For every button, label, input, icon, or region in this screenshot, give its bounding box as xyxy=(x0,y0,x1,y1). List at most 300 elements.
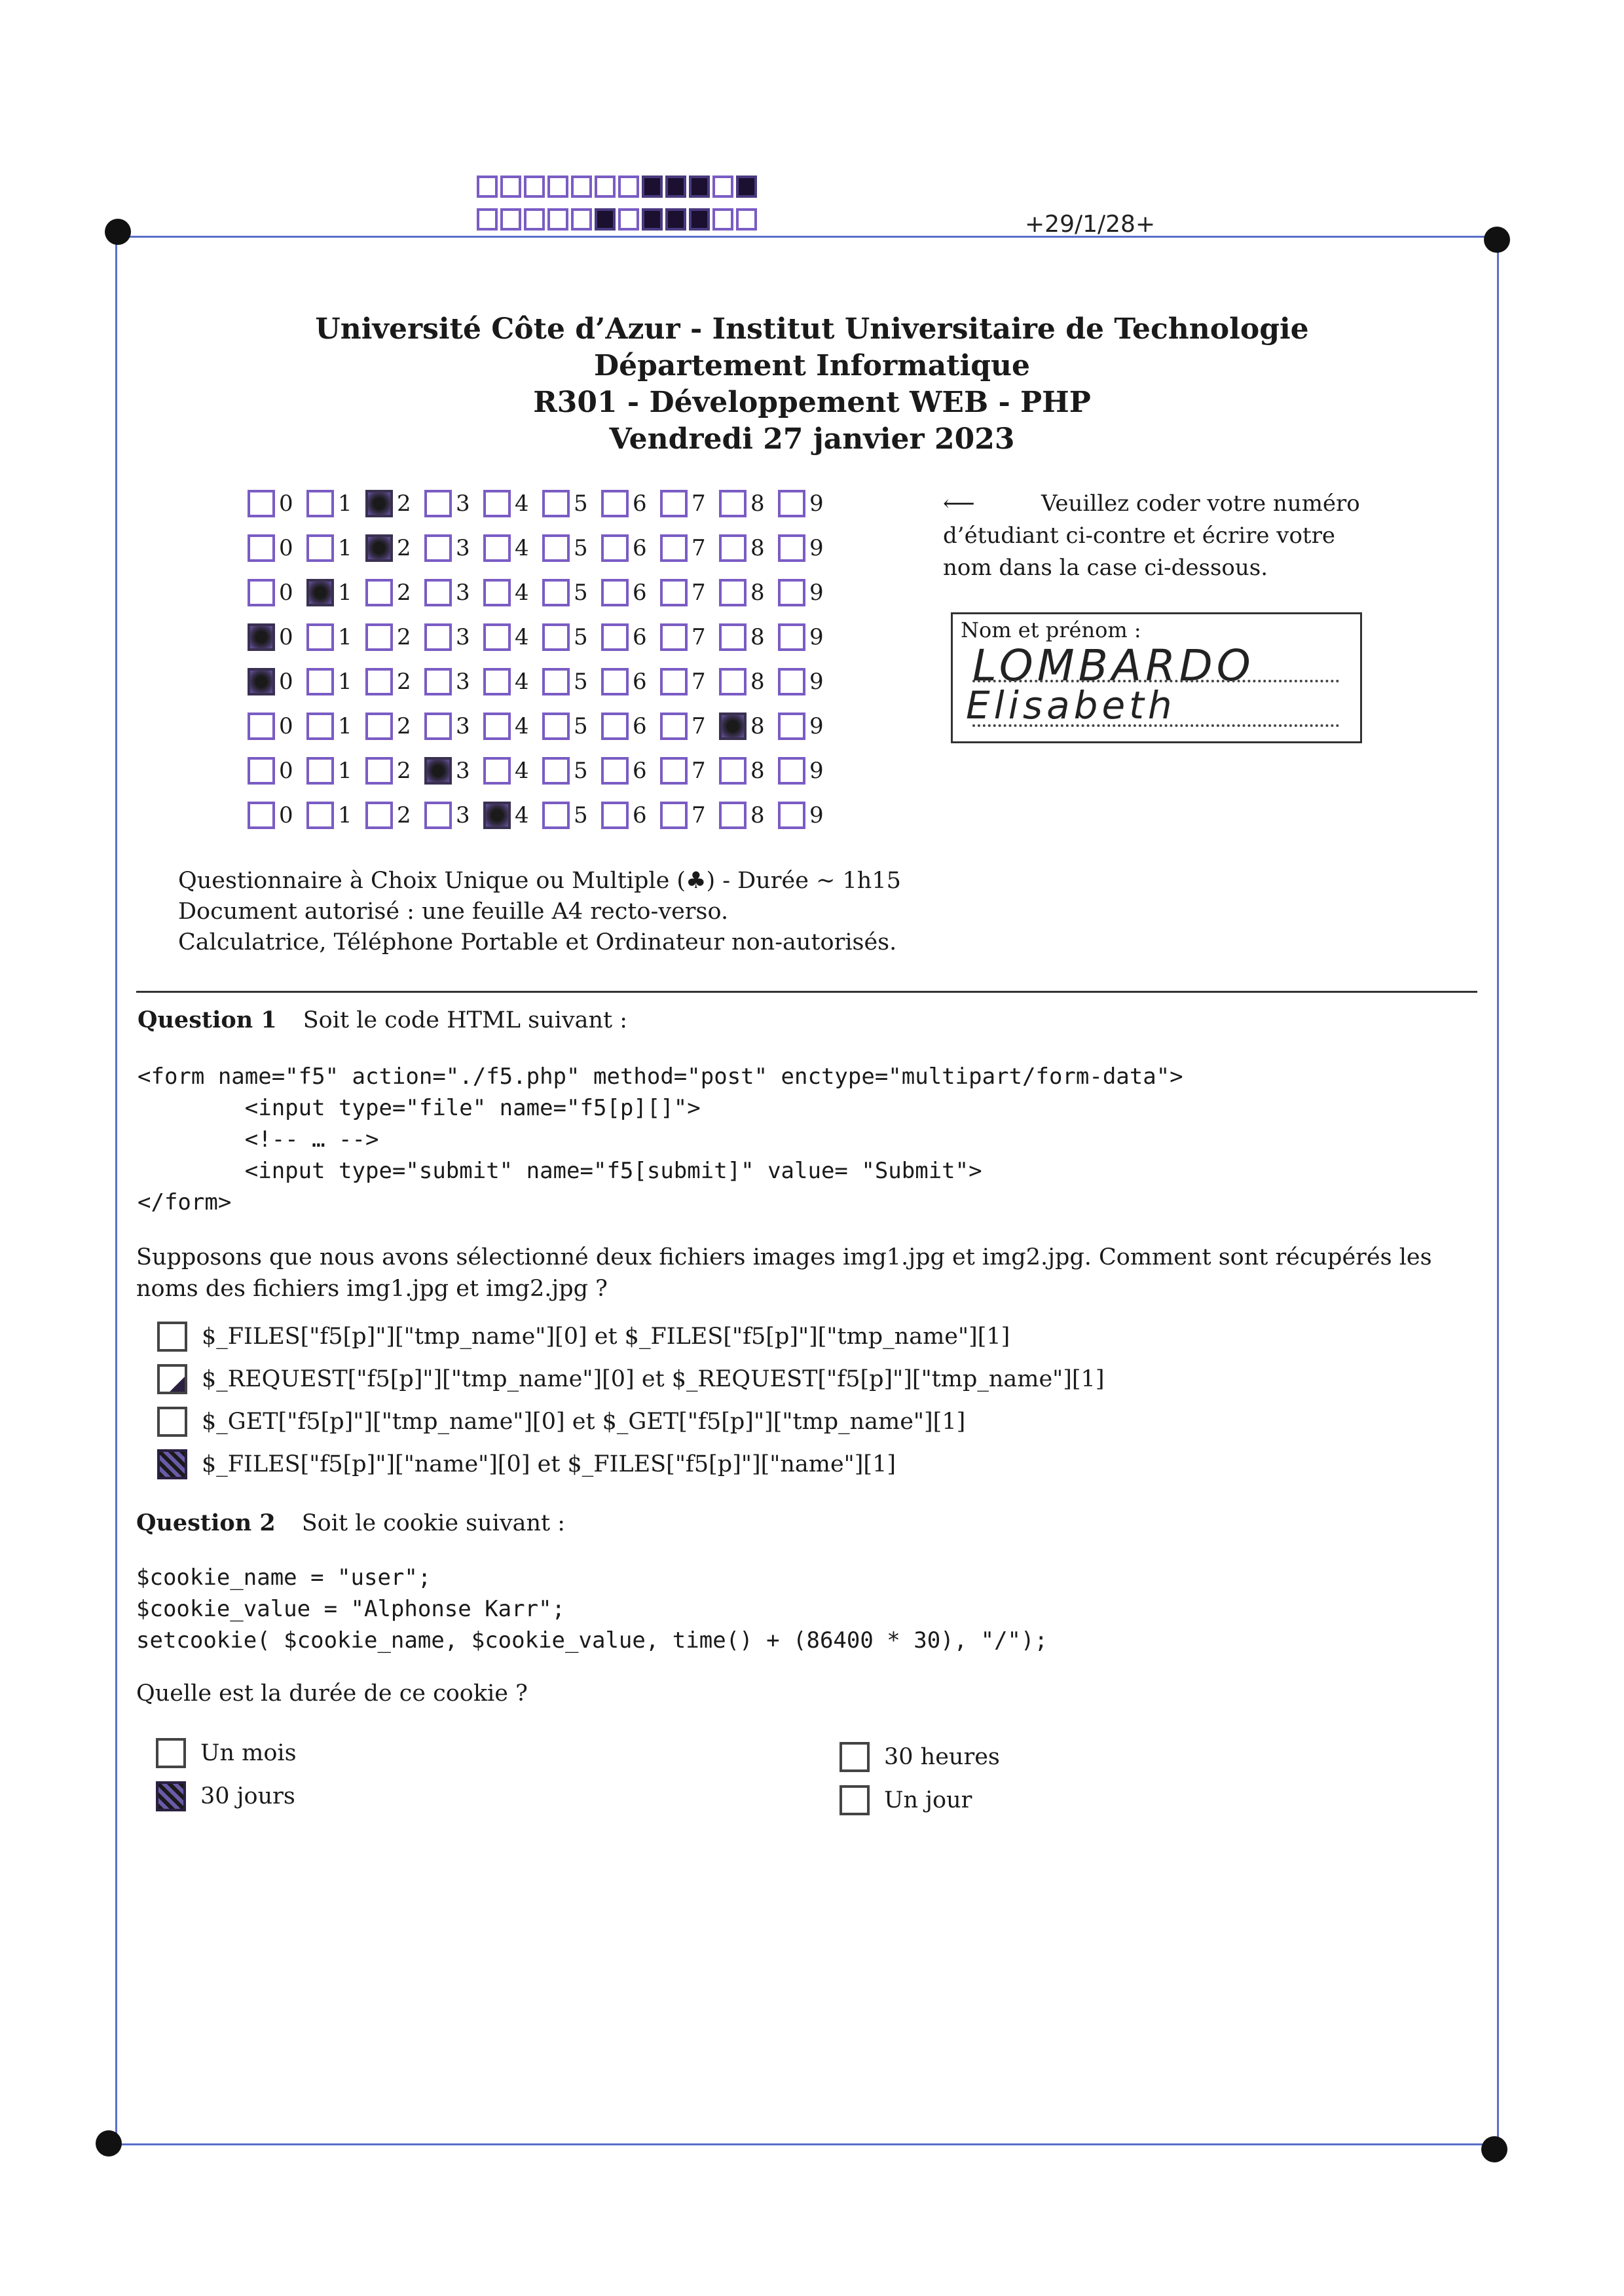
digit-label: 0 xyxy=(279,535,293,561)
digit-cell xyxy=(248,668,306,695)
digit-cell xyxy=(306,623,365,651)
q1-option-4[interactable] xyxy=(157,1449,896,1479)
barcode-cell xyxy=(477,208,498,231)
digit-checkbox[interactable] xyxy=(601,579,629,606)
digit-cell xyxy=(601,757,660,785)
digit-label: 9 xyxy=(809,758,824,784)
digit-cell xyxy=(542,534,601,562)
code-line: <input type="file" name="f5[p][]"> xyxy=(138,1095,701,1121)
digit-checkbox[interactable] xyxy=(660,668,688,695)
digit-checkbox[interactable] xyxy=(778,623,805,651)
digit-cell xyxy=(365,713,424,740)
digit-cell xyxy=(483,668,542,695)
digit-cell xyxy=(483,802,542,829)
digit-cell xyxy=(778,490,837,517)
digit-checkbox[interactable] xyxy=(778,579,805,606)
answer-checkbox[interactable] xyxy=(840,1785,870,1815)
digit-label: 3 xyxy=(456,491,470,517)
digit-checkbox[interactable] xyxy=(424,579,452,606)
digit-checkbox[interactable] xyxy=(306,713,334,740)
digit-checkbox[interactable] xyxy=(601,490,629,517)
digit-checkbox[interactable] xyxy=(719,668,747,695)
digit-checkbox[interactable] xyxy=(483,757,511,785)
answer-checkbox[interactable] xyxy=(156,1781,186,1811)
answer-label: $_GET["f5[p]"]["tmp_name"][0] et $_GET["f5[p]"]["tmp_name"][1] xyxy=(202,1409,966,1435)
barcode-cell xyxy=(642,176,663,198)
q2-header xyxy=(136,1509,565,1536)
answer-checkbox[interactable] xyxy=(157,1322,187,1352)
digit-checkbox[interactable] xyxy=(483,802,511,829)
digit-label: 4 xyxy=(515,802,529,828)
digit-label: 9 xyxy=(809,535,824,561)
digit-checkbox[interactable] xyxy=(601,757,629,785)
digit-cell xyxy=(248,534,306,562)
barcode-cell xyxy=(595,176,616,198)
digit-label: 4 xyxy=(515,491,529,517)
digit-checkbox[interactable] xyxy=(778,802,805,829)
q1-header xyxy=(138,1007,627,1033)
digit-cell xyxy=(306,490,365,517)
digit-checkbox[interactable] xyxy=(306,490,334,517)
q1-option-2[interactable] xyxy=(157,1364,1104,1394)
digit-cell xyxy=(365,802,424,829)
digit-label: 5 xyxy=(574,624,588,650)
digit-label: 6 xyxy=(633,535,647,561)
digit-cell xyxy=(424,623,483,651)
q1-option-3[interactable] xyxy=(157,1407,965,1437)
answer-label: 30 heures xyxy=(884,1744,1000,1770)
digit-cell xyxy=(660,713,719,740)
digit-checkbox[interactable] xyxy=(483,623,511,651)
answer-checkbox[interactable] xyxy=(157,1407,187,1437)
answer-label: $_FILES["f5[p]"]["name"][0] et $_FILES["f5[p]"]["name"][1] xyxy=(202,1451,896,1477)
digit-label: 0 xyxy=(279,669,293,695)
digit-checkbox[interactable] xyxy=(248,490,275,517)
digit-checkbox[interactable] xyxy=(542,713,570,740)
digit-checkbox[interactable] xyxy=(483,713,511,740)
digit-label: 8 xyxy=(750,491,765,517)
digit-label: 6 xyxy=(633,758,647,784)
digit-checkbox[interactable] xyxy=(601,668,629,695)
digit-cell xyxy=(424,490,483,517)
digit-label: 2 xyxy=(397,669,411,695)
digit-label: 7 xyxy=(692,624,706,650)
code-line: setcookie( $cookie_name, $cookie_value, time() + (86400 * 30), "/"); xyxy=(136,1627,1048,1654)
digit-cell xyxy=(365,757,424,785)
barcode-cell xyxy=(642,208,663,231)
digit-label: 7 xyxy=(692,758,706,784)
name-box[interactable] xyxy=(951,612,1362,743)
digit-checkbox[interactable] xyxy=(248,668,275,695)
exam-info-documents: Document autorisé : une feuille A4 recto-verso. xyxy=(178,898,729,925)
digit-cell xyxy=(542,757,601,785)
digit-cell xyxy=(248,802,306,829)
digit-label: 3 xyxy=(456,713,470,739)
digit-label: 4 xyxy=(515,758,529,784)
digit-label: 0 xyxy=(279,758,293,784)
digit-checkbox[interactable] xyxy=(365,534,393,562)
digit-label: 0 xyxy=(279,580,293,606)
q1-question: Supposons que nous avons sélectionné deux fichiers images img1.jpg et img2.jpg. Comment sont récupérés les noms des fichiers img1.jpg et img2.jpg ? xyxy=(136,1244,1432,1302)
digit-label: 0 xyxy=(279,802,293,828)
digit-label: 7 xyxy=(692,713,706,739)
q2-intro: Soit le cookie suivant : xyxy=(301,1510,566,1536)
digit-checkbox[interactable] xyxy=(542,490,570,517)
digit-cell xyxy=(660,490,719,517)
digit-cell xyxy=(778,668,837,695)
q2-question: Quelle est la durée de ce cookie ? xyxy=(136,1680,528,1707)
digit-cell xyxy=(306,579,365,606)
digit-label: 1 xyxy=(338,802,352,828)
barcode-row-2 xyxy=(477,208,757,231)
barcode-cell xyxy=(665,176,686,198)
digit-label: 3 xyxy=(456,669,470,695)
digit-cell xyxy=(365,490,424,517)
digit-checkbox[interactable] xyxy=(306,802,334,829)
answer-label: $_REQUEST["f5[p]"]["tmp_name"][0] et $_REQUEST["f5[p]"]["tmp_name"][1] xyxy=(202,1366,1105,1392)
digit-label: 2 xyxy=(397,491,411,517)
title-course: R301 - Développement WEB - PHP xyxy=(533,386,1091,419)
name-line-1 xyxy=(972,680,1339,682)
exam-info xyxy=(178,866,901,958)
digit-checkbox[interactable] xyxy=(248,757,275,785)
arrow-left-icon: ⟵ xyxy=(943,491,975,517)
answer-checkbox[interactable] xyxy=(157,1364,187,1394)
digit-cell xyxy=(660,757,719,785)
digit-label: 5 xyxy=(574,758,588,784)
digit-checkbox[interactable] xyxy=(424,713,452,740)
instructions-text: Veuillez coder votre numéro d’étudiant ci-contre et écrire votre nom dans la case ci-dessous. xyxy=(943,491,1360,581)
barcode-cell xyxy=(547,208,568,231)
digit-cell xyxy=(248,757,306,785)
q2-option-4[interactable] xyxy=(840,1785,972,1815)
digit-label: 8 xyxy=(750,669,765,695)
digit-checkbox[interactable] xyxy=(719,534,747,562)
digit-cell xyxy=(248,490,306,517)
corner-mark-top-right xyxy=(1484,227,1510,253)
digit-checkbox[interactable] xyxy=(601,623,629,651)
digit-label: 7 xyxy=(692,580,706,606)
code-line: </form> xyxy=(138,1189,232,1215)
digit-cell xyxy=(365,623,424,651)
q2-option-2[interactable] xyxy=(156,1781,295,1811)
answer-checkbox[interactable] xyxy=(157,1449,187,1479)
answer-label: $_FILES["f5[p]"]["tmp_name"][0] et $_FILES["f5[p]"]["tmp_name"][1] xyxy=(202,1324,1010,1350)
digit-label: 2 xyxy=(397,624,411,650)
handwritten-first-name: Elisabeth xyxy=(966,683,1176,728)
name-line-2 xyxy=(972,724,1339,727)
digit-checkbox[interactable] xyxy=(542,579,570,606)
digit-checkbox[interactable] xyxy=(719,713,747,740)
digit-cell xyxy=(483,490,542,517)
barcode-cell xyxy=(595,208,616,231)
digit-checkbox[interactable] xyxy=(660,534,688,562)
digit-checkbox[interactable] xyxy=(660,757,688,785)
digit-label: 0 xyxy=(279,491,293,517)
q2-label: Question 2 xyxy=(136,1509,276,1536)
digit-label: 6 xyxy=(633,669,647,695)
q2-option-1[interactable] xyxy=(156,1738,297,1768)
digit-checkbox[interactable] xyxy=(424,757,452,785)
digit-checkbox[interactable] xyxy=(248,579,275,606)
q1-intro: Soit le code HTML suivant : xyxy=(303,1007,628,1033)
digit-label: 8 xyxy=(750,624,765,650)
code-line: <form name="f5" action="./f5.php" method="post" enctype="multipart/form-data"> xyxy=(138,1064,1183,1090)
digit-label: 9 xyxy=(809,580,824,606)
digit-cell xyxy=(365,668,424,695)
digit-label: 8 xyxy=(750,580,765,606)
digit-checkbox[interactable] xyxy=(306,534,334,562)
digit-cell xyxy=(778,802,837,829)
q1-label: Question 1 xyxy=(138,1007,277,1033)
digit-cell xyxy=(778,713,837,740)
digit-label: 8 xyxy=(750,802,765,828)
corner-mark-bottom-left xyxy=(96,2130,122,2157)
digit-label: 1 xyxy=(338,669,352,695)
digit-checkbox[interactable] xyxy=(306,668,334,695)
digit-checkbox[interactable] xyxy=(365,802,393,829)
digit-label: 7 xyxy=(692,802,706,828)
instructions xyxy=(943,488,1375,584)
digit-cell xyxy=(660,623,719,651)
digit-checkbox[interactable] xyxy=(542,668,570,695)
barcode-cell xyxy=(618,208,639,231)
digit-checkbox[interactable] xyxy=(778,534,805,562)
digit-label: 4 xyxy=(515,580,529,606)
digit-cell xyxy=(719,668,778,695)
digit-cell xyxy=(542,713,601,740)
digit-checkbox[interactable] xyxy=(542,623,570,651)
digit-label: 1 xyxy=(338,758,352,784)
digit-checkbox[interactable] xyxy=(601,713,629,740)
digit-checkbox[interactable] xyxy=(248,713,275,740)
q2-code xyxy=(136,1562,1048,1656)
student-number-row xyxy=(248,793,837,838)
digit-checkbox[interactable] xyxy=(719,579,747,606)
digit-checkbox[interactable] xyxy=(424,668,452,695)
digit-checkbox[interactable] xyxy=(306,757,334,785)
student-number-row xyxy=(248,749,837,793)
digit-cell xyxy=(306,668,365,695)
digit-cell xyxy=(483,757,542,785)
title-university: Université Côte d’Azur - Institut Universitaire de Technologie xyxy=(315,312,1309,346)
digit-checkbox[interactable] xyxy=(424,623,452,651)
digit-cell xyxy=(601,490,660,517)
digit-label: 8 xyxy=(750,535,765,561)
digit-label: 3 xyxy=(456,580,470,606)
barcode-row-1 xyxy=(477,176,757,198)
digit-checkbox[interactable] xyxy=(306,579,334,606)
digit-cell xyxy=(424,757,483,785)
digit-checkbox[interactable] xyxy=(660,579,688,606)
digit-cell xyxy=(601,713,660,740)
digit-checkbox[interactable] xyxy=(365,757,393,785)
digit-checkbox[interactable] xyxy=(778,490,805,517)
digit-checkbox[interactable] xyxy=(365,668,393,695)
digit-cell xyxy=(660,802,719,829)
digit-checkbox[interactable] xyxy=(424,534,452,562)
barcode-cell xyxy=(524,208,545,231)
exam-info-devices: Calculatrice, Téléphone Portable et Ordinateur non-autorisés. xyxy=(178,929,897,955)
digit-checkbox[interactable] xyxy=(365,713,393,740)
exam-title xyxy=(0,311,1624,458)
digit-cell xyxy=(542,802,601,829)
student-number-row xyxy=(248,570,837,615)
digit-checkbox[interactable] xyxy=(483,668,511,695)
digit-cell xyxy=(719,623,778,651)
digit-label: 9 xyxy=(809,669,824,695)
digit-cell xyxy=(248,579,306,606)
code-line: $cookie_value = "Alphonse Karr"; xyxy=(136,1596,566,1622)
digit-cell xyxy=(660,668,719,695)
answer-checkbox[interactable] xyxy=(840,1742,870,1772)
answer-label: Un jour xyxy=(884,1787,972,1813)
digit-label: 9 xyxy=(809,491,824,517)
digit-checkbox[interactable] xyxy=(248,802,275,829)
digit-cell xyxy=(365,579,424,606)
digit-label: 9 xyxy=(809,802,824,828)
digit-cell xyxy=(306,757,365,785)
digit-label: 3 xyxy=(456,758,470,784)
digit-label: 1 xyxy=(338,491,352,517)
digit-label: 4 xyxy=(515,624,529,650)
digit-label: 4 xyxy=(515,535,529,561)
digit-label: 7 xyxy=(692,669,706,695)
student-number-row xyxy=(248,481,837,526)
digit-checkbox[interactable] xyxy=(542,802,570,829)
digit-label: 5 xyxy=(574,535,588,561)
barcode-cell xyxy=(500,176,521,198)
corner-mark-bottom-right xyxy=(1481,2136,1507,2162)
digit-cell xyxy=(601,668,660,695)
digit-checkbox[interactable] xyxy=(778,713,805,740)
barcode-cell xyxy=(736,208,757,231)
page-code: +29/1/28+ xyxy=(1025,211,1156,238)
digit-checkbox[interactable] xyxy=(365,623,393,651)
digit-label: 5 xyxy=(574,802,588,828)
student-number-row xyxy=(248,526,837,570)
student-number-row xyxy=(248,615,837,659)
student-number-grid xyxy=(248,481,837,838)
digit-cell xyxy=(424,534,483,562)
frame-right xyxy=(1497,239,1499,2149)
barcode-cell xyxy=(571,176,592,198)
digit-cell xyxy=(660,579,719,606)
digit-label: 5 xyxy=(574,491,588,517)
digit-cell xyxy=(601,623,660,651)
digit-label: 6 xyxy=(633,713,647,739)
digit-label: 1 xyxy=(338,580,352,606)
digit-checkbox[interactable] xyxy=(601,802,629,829)
barcode-cell xyxy=(712,176,733,198)
digit-label: 6 xyxy=(633,624,647,650)
digit-label: 9 xyxy=(809,624,824,650)
digit-checkbox[interactable] xyxy=(365,579,393,606)
frame-top xyxy=(117,236,1498,238)
digit-label: 2 xyxy=(397,580,411,606)
digit-cell xyxy=(778,623,837,651)
digit-label: 6 xyxy=(633,802,647,828)
barcode-cell xyxy=(547,176,568,198)
digit-cell xyxy=(601,579,660,606)
digit-checkbox[interactable] xyxy=(719,802,747,829)
name-box-label: Nom et prénom : xyxy=(961,618,1141,642)
digit-cell xyxy=(248,713,306,740)
digit-cell xyxy=(483,623,542,651)
q2-option-3[interactable] xyxy=(840,1742,1000,1772)
digit-checkbox[interactable] xyxy=(248,623,275,651)
digit-label: 8 xyxy=(750,758,765,784)
digit-checkbox[interactable] xyxy=(483,534,511,562)
digit-cell xyxy=(719,757,778,785)
digit-checkbox[interactable] xyxy=(542,757,570,785)
digit-checkbox[interactable] xyxy=(365,490,393,517)
digit-label: 0 xyxy=(279,624,293,650)
barcode-cell xyxy=(689,208,710,231)
digit-checkbox[interactable] xyxy=(248,534,275,562)
digit-checkbox[interactable] xyxy=(483,579,511,606)
digit-cell xyxy=(778,534,837,562)
digit-checkbox[interactable] xyxy=(424,802,452,829)
digit-checkbox[interactable] xyxy=(778,668,805,695)
digit-cell xyxy=(601,534,660,562)
code-line: <!-- … --> xyxy=(138,1126,379,1153)
q1-option-1[interactable] xyxy=(157,1322,1010,1352)
digit-cell xyxy=(719,490,778,517)
frame-left xyxy=(115,236,117,2145)
digit-checkbox[interactable] xyxy=(306,623,334,651)
digit-label: 3 xyxy=(456,802,470,828)
digit-checkbox[interactable] xyxy=(660,490,688,517)
digit-cell xyxy=(306,713,365,740)
digit-checkbox[interactable] xyxy=(719,757,747,785)
barcode-cell xyxy=(689,176,710,198)
barcode-cell xyxy=(477,176,498,198)
digit-cell xyxy=(601,802,660,829)
digit-label: 5 xyxy=(574,669,588,695)
digit-checkbox[interactable] xyxy=(542,534,570,562)
digit-label: 1 xyxy=(338,535,352,561)
digit-cell xyxy=(719,579,778,606)
digit-checkbox[interactable] xyxy=(660,623,688,651)
handwritten-last-name: LOMBARDO xyxy=(972,640,1255,691)
digit-cell xyxy=(365,534,424,562)
digit-checkbox[interactable] xyxy=(778,757,805,785)
digit-checkbox[interactable] xyxy=(660,802,688,829)
digit-label: 4 xyxy=(515,713,529,739)
digit-cell xyxy=(660,534,719,562)
digit-checkbox[interactable] xyxy=(483,490,511,517)
digit-label: 2 xyxy=(397,802,411,828)
answer-checkbox[interactable] xyxy=(156,1738,186,1768)
digit-label: 2 xyxy=(397,535,411,561)
digit-cell xyxy=(542,668,601,695)
digit-cell xyxy=(778,757,837,785)
digit-label: 5 xyxy=(574,713,588,739)
digit-checkbox[interactable] xyxy=(601,534,629,562)
frame-bottom xyxy=(109,2143,1497,2145)
digit-label: 5 xyxy=(574,580,588,606)
digit-label: 7 xyxy=(692,535,706,561)
digit-checkbox[interactable] xyxy=(660,713,688,740)
barcode-cell xyxy=(500,208,521,231)
digit-cell xyxy=(483,579,542,606)
digit-checkbox[interactable] xyxy=(424,490,452,517)
answer-label: Un mois xyxy=(200,1740,297,1766)
digit-label: 3 xyxy=(456,535,470,561)
digit-checkbox[interactable] xyxy=(719,490,747,517)
digit-checkbox[interactable] xyxy=(719,623,747,651)
